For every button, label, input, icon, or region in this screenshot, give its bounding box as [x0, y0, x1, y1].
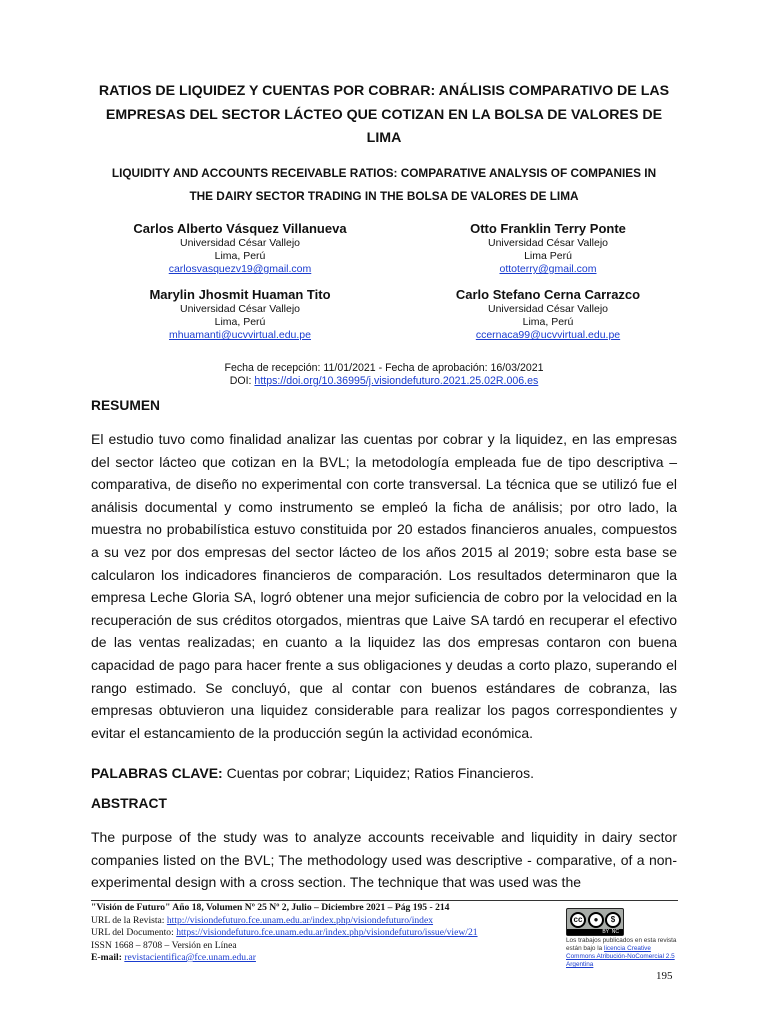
cc-by-label: BY — [602, 929, 609, 935]
journal-footer — [91, 902, 561, 965]
journal-url-link[interactable]: http://visiondefuturo.fce.unam.edu.ar/index.php/visiondefuturo/index — [166, 914, 434, 926]
author-name: Carlo Stefano Cerna Carrazco — [455, 287, 641, 302]
reception-approval-dates: Fecha de recepción: 11/01/2021 - Fecha de aprobación: 16/03/2021 — [224, 362, 544, 374]
keywords-label: PALABRAS CLAVE: — [91, 765, 223, 781]
noncommercial-icon: $ — [605, 912, 621, 928]
author-location: Lima Perú — [524, 250, 572, 262]
resumen-heading: RESUMEN — [91, 398, 160, 413]
cc-badge-labels — [567, 929, 623, 935]
author-location: Lima, Perú — [214, 316, 266, 328]
doi-line — [100, 375, 668, 388]
author-block — [398, 220, 698, 276]
author-location: Lima, Perú — [522, 316, 574, 328]
document-url-link[interactable]: https://visiondefuturo.fce.unam.edu.ar/index.php/visiondefuturo/issue/view/21 — [176, 927, 478, 938]
creative-commons-badge[interactable] — [566, 908, 624, 936]
author-email-link[interactable]: mhuamanti@ucvvirtual.edu.pe — [169, 329, 311, 341]
journal-citation: "Visión de Futuro" Año 18, Volumen Nº 25 Nº 2, Julio – Diciembre 2021 – Pág 195 - 214 — [91, 902, 450, 913]
paper-title: RATIOS DE LIQUIDEZ Y CUENTAS POR COBRAR: ANÁLISIS COMPARATIVO DE LAS EMPRESAS DEL SECTOR LÁCTEO QUE COTIZAN EN LA BOLSA DE VALORES DE LIMA — [98, 83, 670, 146]
keywords-text: Cuentas por cobrar; Liquidez; Ratios Financieros. — [222, 765, 534, 781]
document-url-label: URL del Documento: — [91, 927, 177, 938]
page-number: 195 — [656, 970, 673, 982]
author-affiliation: Universidad César Vallejo — [179, 237, 301, 249]
author-affiliation: Universidad César Vallejo — [179, 303, 301, 315]
document-url-line — [91, 927, 561, 940]
author-block — [398, 286, 698, 342]
author-block — [90, 220, 390, 276]
resumen-text: El estudio tuvo como finalidad analizar las cuentas por cobrar y la liquidez, en las empresas del sector lácteo que cotizan en la BVL; la metodología empleada fue de tipo descriptiva – comparativa, de diseño no experimental con corte transversal. La técnica que se utilizó fue el análisis documental y como instrumento se empleó la ficha de análisis; por otro lado, la muestra no probabilística estuvo constituida por 20 estados financieros anuales, compuestos a su vez por dos empresas del sector lácteo de los años 2015 al 2019; sobre esta base se calcularon los indicadores financieros de comparación. Los resultados determinaron que la empresa Leche Gloria SA, logró obtener una mejor suficiencia de cobro por la velocidad en la recuperación de sus créditos otorgados, mientras que Laive SA tardó en recuperar el efectivo de las ventas realizadas; en cuanto a la liquidez las dos empresas contaron con buena capacidad de pago para hacer frente a sus obligaciones y deudas a corto plazo, superando el rango estimado. Se concluyó, que al contar con buenos estándares de cobranza, las empresas obtuvieron una liquidez considerable para realizar los pagos correspondientes y evitar el estancamiento de la producción según la actividad económica. — [91, 431, 677, 741]
journal-url-label: URL de la Revista: — [91, 914, 167, 926]
author-block — [90, 286, 390, 342]
license-note-text: Los trabajos publicados en esta revista están bajo la — [566, 937, 677, 952]
cc-icon: cc — [570, 912, 586, 928]
journal-email-label: E-mail: — [91, 952, 125, 963]
author-location: Lima, Perú — [214, 250, 266, 262]
author-name: Carlos Alberto Vásquez Villanueva — [133, 221, 347, 236]
doi-label: DOI: — [229, 375, 255, 387]
footer-divider — [91, 900, 678, 901]
cc-nc-label: NC — [611, 929, 619, 935]
author-affiliation: Universidad César Vallejo — [487, 303, 609, 315]
author-name: Marylin Jhosmit Huaman Tito — [149, 287, 331, 302]
license-link[interactable]: licencia Creative Commons Atribución-NoComercial 2.5 Argentina — [566, 945, 675, 968]
journal-email-link[interactable]: revistacientifica@fce.unam.edu.ar — [124, 952, 256, 963]
license-note — [566, 937, 678, 969]
issn-line: ISSN 1668 – 8708 – Versión en Línea — [91, 939, 237, 951]
doi-link[interactable]: https://doi.org/10.36995/j.visiondefuturo.2021.25.02R.006.es — [254, 375, 539, 387]
attribution-icon: ● — [588, 912, 604, 928]
paper-subtitle-english: LIQUIDITY AND ACCOUNTS RECEIVABLE RATIOS: COMPARATIVE ANALYSIS OF COMPANIES IN THE DAIRY SECTOR TRADING IN THE BOLSA DE VALORES DE LIMA — [111, 166, 657, 203]
keywords-paragraph — [91, 762, 677, 785]
author-email-link[interactable]: ottoterry@gmail.com — [499, 263, 597, 275]
journal-url-line — [91, 915, 561, 928]
abstract-heading: ABSTRACT — [91, 796, 167, 811]
author-email-link[interactable]: carlosvasquezv19@gmail.com — [168, 263, 312, 275]
author-email-link[interactable]: ccernaca99@ucvvirtual.edu.pe — [475, 329, 621, 341]
journal-email-line — [91, 952, 561, 965]
author-affiliation: Universidad César Vallejo — [487, 237, 609, 249]
submission-dates — [100, 362, 668, 388]
abstract-text: The purpose of the study was to analyze accounts receivable and liquidity in dairy sector companies listed on the BVL; The methodology used was descriptive - comparative, of a non-experimental design with a cross section. The technique that was used was the — [91, 829, 677, 891]
author-name: Otto Franklin Terry Ponte — [470, 221, 626, 236]
